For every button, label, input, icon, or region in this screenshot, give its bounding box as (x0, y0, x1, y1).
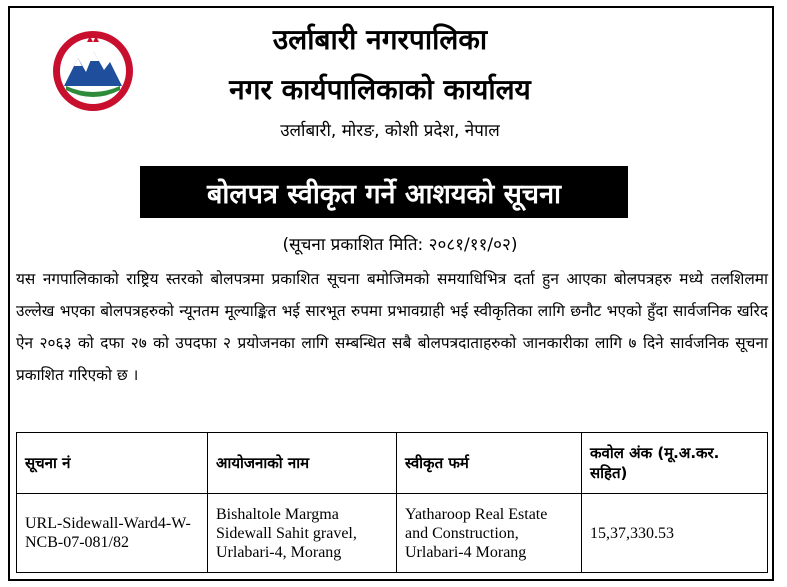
table-row (17, 494, 768, 573)
cell-approved-firm: Yatharoop Real Estate and Construction, Urlabari-4 Morang (397, 494, 582, 573)
header-notice-no: सूचना नं (17, 433, 208, 494)
notice-body: यस नगपालिकाको राष्ट्रिय स्तरको बोलपत्रमा प्रकाशित सूचना बमोजिमको समयाधिभित्र दर्ता हुन आएका बोलपत्रहरु मध्ये तलशिलमा उल्लेख भएका बोलपत्रहरुको न्यूनतम मूल्याङ्कित भई सारभूत रुपमा प्रभावग्राही भई स्वीकृतिका लागि छनौट भएको हुँदा सार्वजनिक खरिद ऐन २०६३ को दफा २७ को उपदफा २ प्रयोजनका लागि सम्बन्धित सबै बोलपत्रदाताहरुको जानकारीका लागि ७ दिने सार्वजनिक सूचना प्रकाशित गरिएको छ । (16, 270, 768, 384)
cell-notice-no: URL-Sidewall-Ward4-W-NCB-07-081/82 (17, 494, 208, 573)
header-project-name: आयोजनाको नाम (208, 433, 397, 494)
notice-title: बोलपत्र स्वीकृत गर्ने आशयको सूचना (206, 178, 562, 210)
header-bid-amount: कवोल अंक (मू.अ.कर. सहित) (582, 433, 768, 494)
header-approved-firm: स्वीकृत फर्म (397, 433, 582, 494)
publish-date: (सूचना प्रकाशित मिति: २०८१/११/०२) (282, 235, 518, 255)
notice-title-banner (140, 166, 628, 218)
address: उर्लाबारी, मोरङ, कोशी प्रदेश, नेपाल (280, 121, 500, 141)
tender-table (16, 432, 768, 573)
table-header-row (17, 433, 768, 494)
office-title: नगर कार्यपालिकाको कार्यालय (229, 73, 531, 106)
cell-project-name: Bishaltole Margma Sidewall Sahit gravel, Urlabari-4, Morang (208, 494, 397, 573)
municipality-title: उर्लाबारी नगरपालिका (272, 23, 488, 56)
cell-bid-amount: 15,37,330.53 (582, 494, 768, 573)
nepal-emblem-icon (50, 28, 136, 114)
